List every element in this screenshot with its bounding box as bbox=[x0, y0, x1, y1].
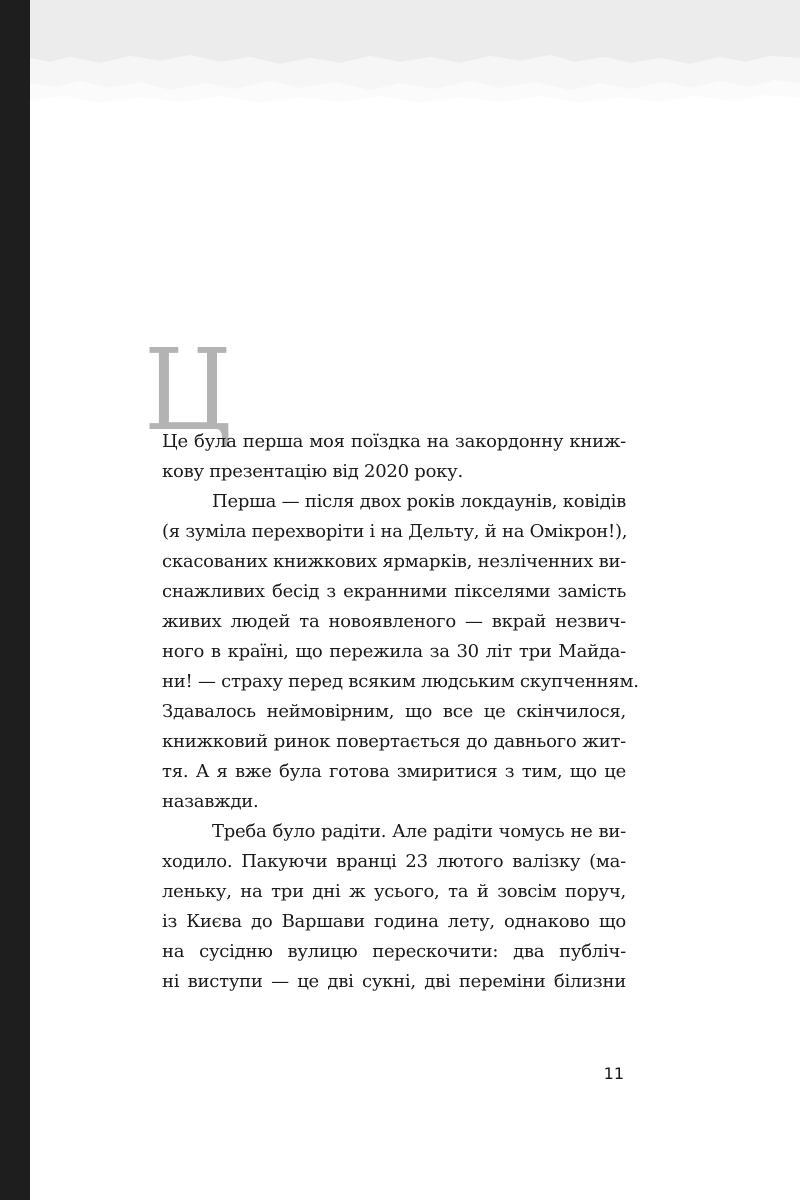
text-line: кову презентацію від 2020 року. bbox=[162, 461, 463, 482]
text-line: ходило. Пакуючи вранці 23 лютого валізку (ма- bbox=[162, 851, 626, 872]
torn-paper-band bbox=[30, 0, 800, 110]
text-line: Здавалось неймовірним, що все це скінчилося, bbox=[162, 701, 626, 722]
book-binding-edge bbox=[0, 0, 30, 1200]
text-line: Перша — після двох років локдаунів, ковідів bbox=[212, 491, 626, 512]
page-number: 11 bbox=[603, 1064, 624, 1083]
text-line: (я зуміла перехворіти і на Дельту, й на Омікрон!), bbox=[162, 521, 628, 542]
text-line: снажливих бесід з екранними пікселями замість bbox=[162, 581, 626, 602]
text-line: книжковий ринок повертається до давнього жит- bbox=[162, 731, 626, 752]
text-line: ного в країні, що пережила за 30 літ три Майда- bbox=[162, 641, 626, 662]
text-line: ни! — страху перед всяким людським скупченням. bbox=[162, 671, 639, 692]
text-line: Треба було радіти. Але радіти чомусь не ви- bbox=[212, 821, 626, 842]
text-line: тя. А я вже була готова змиритися з тим, що це bbox=[162, 761, 626, 782]
text-line: скасованих книжкових ярмарків, незліченних ви- bbox=[162, 551, 627, 572]
text-line: живих людей та новоявленого — вкрай незвич- bbox=[162, 611, 626, 632]
text-line: леньку, на три дні ж усього, та й зовсім поруч, bbox=[162, 881, 626, 902]
text-line: Це була перша моя поїздка на закордонну книж- bbox=[162, 431, 626, 452]
text-line: ні виступи — це дві сукні, дві переміни білизни bbox=[162, 971, 626, 992]
body-text bbox=[162, 427, 639, 997]
drop-cap-letter: Ц bbox=[144, 326, 232, 456]
text-line: назавжди. bbox=[162, 791, 259, 812]
text-line: на сусідню вулицю перескочити: два публіч- bbox=[162, 941, 626, 962]
text-line: із Києва до Варшави година лету, однаково що bbox=[162, 911, 626, 932]
